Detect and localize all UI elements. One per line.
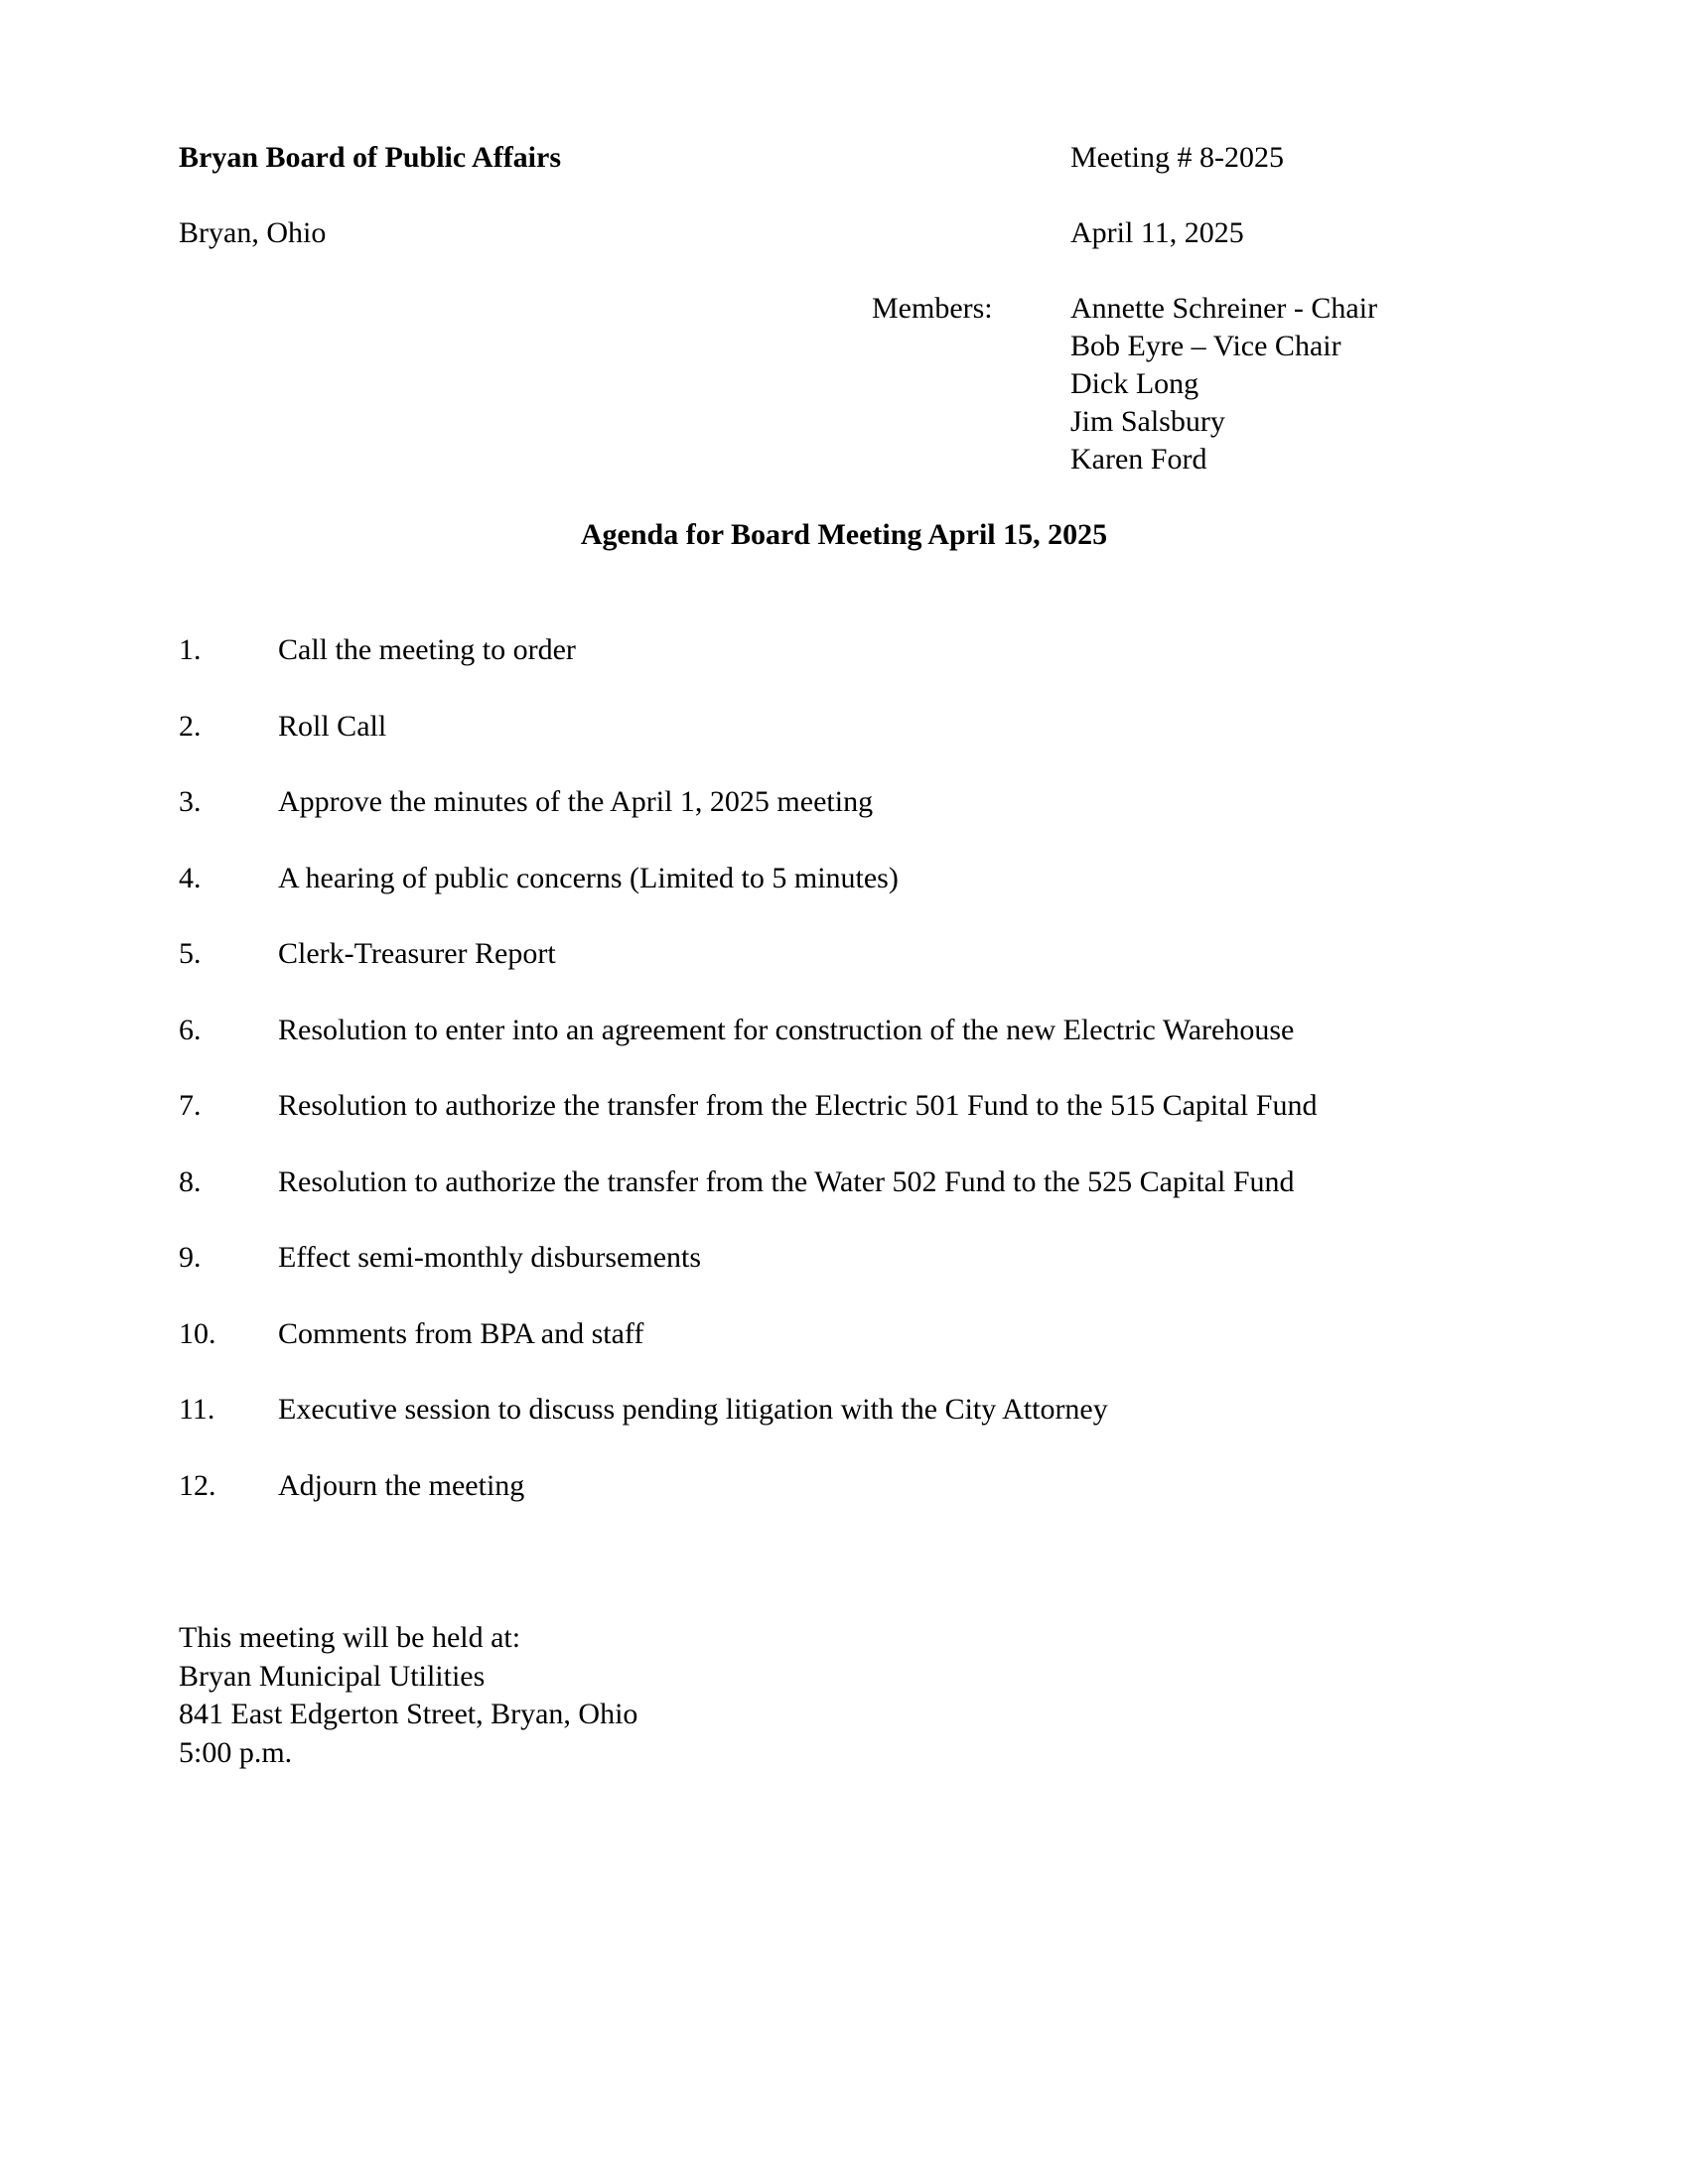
location-address: 841 East Edgerton Street, Bryan, Ohio xyxy=(179,1698,638,1730)
member-name: Annette Schreiner - Chair xyxy=(1070,292,1378,325)
organization-name: Bryan Board of Public Affairs xyxy=(179,141,562,174)
agenda-item-number: 4. xyxy=(179,861,202,894)
meeting-number: Meeting # 8-2025 xyxy=(1070,141,1284,174)
agenda-item xyxy=(179,1012,1470,1088)
agenda-item-number: 8. xyxy=(179,1164,202,1198)
agenda-item-number: 7. xyxy=(179,1089,202,1122)
member-name: Bob Eyre – Vice Chair xyxy=(1070,330,1341,362)
agenda-item-text: Adjourn the meeting xyxy=(278,1468,525,1502)
agenda-list xyxy=(179,631,1470,1543)
agenda-item-number: 6. xyxy=(179,1013,202,1046)
agenda-item-number: 11. xyxy=(179,1393,215,1426)
agenda-item-number: 2. xyxy=(179,709,202,743)
location-venue: Bryan Municipal Utilities xyxy=(179,1659,486,1693)
agenda-item-text: Clerk-Treasurer Report xyxy=(278,937,556,970)
member-name: Dick Long xyxy=(1070,367,1199,400)
agenda-item-text: A hearing of public concerns (Limited to 5 minutes) xyxy=(278,861,899,894)
agenda-item-number: 10. xyxy=(179,1316,216,1350)
member-name: Jim Salsbury xyxy=(1070,405,1225,438)
agenda-item-text: Effect semi-monthly disbursements xyxy=(278,1241,702,1274)
agenda-item-text: Call the meeting to order xyxy=(278,633,576,666)
agenda-item-number: 1. xyxy=(179,633,202,666)
agenda-item xyxy=(179,708,1470,784)
meeting-time: 5:00 p.m. xyxy=(179,1735,293,1769)
agenda-item-number: 12. xyxy=(179,1468,216,1502)
members-list xyxy=(1070,290,1377,478)
agenda-item-text: Roll Call xyxy=(278,709,387,743)
meeting-location xyxy=(179,1619,637,1772)
agenda-item-text: Approve the minutes of the April 1, 2025 meeting xyxy=(278,785,874,818)
agenda-title: Agenda for Board Meeting April 15, 2025 xyxy=(580,518,1108,551)
agenda-item-text: Comments from BPA and staff xyxy=(278,1316,644,1350)
agenda-item-number: 3. xyxy=(179,785,202,818)
meeting-date: April 11, 2025 xyxy=(1070,216,1244,249)
agenda-item xyxy=(179,1163,1470,1240)
agenda-item-number: 5. xyxy=(179,937,202,970)
agenda-item-text: Resolution to authorize the transfer from the Water 502 Fund to the 525 Capital Fund xyxy=(278,1164,1295,1198)
agenda-item-text: Resolution to authorize the transfer from the Electric 501 Fund to the 515 Capital Fund xyxy=(278,1089,1318,1122)
agenda-item xyxy=(179,1391,1470,1467)
agenda-item xyxy=(179,631,1470,708)
agenda-item-text: Executive session to discuss pending litigation with the City Attorney xyxy=(278,1393,1108,1426)
agenda-item xyxy=(179,860,1470,936)
agenda-item xyxy=(179,783,1470,860)
agenda-item xyxy=(179,1467,1470,1544)
agenda-item xyxy=(179,1087,1470,1163)
agenda-item-number: 9. xyxy=(179,1241,202,1274)
agenda-item xyxy=(179,1315,1470,1392)
agenda-item xyxy=(179,1239,1470,1315)
agenda-item xyxy=(179,935,1470,1012)
member-name: Karen Ford xyxy=(1070,443,1207,476)
city-name: Bryan, Ohio xyxy=(179,216,327,249)
agenda-item-text: Resolution to enter into an agreement for construction of the new Electric Warehouse xyxy=(278,1013,1295,1046)
location-intro: This meeting will be held at: xyxy=(179,1621,521,1654)
members-label: Members: xyxy=(872,292,993,325)
